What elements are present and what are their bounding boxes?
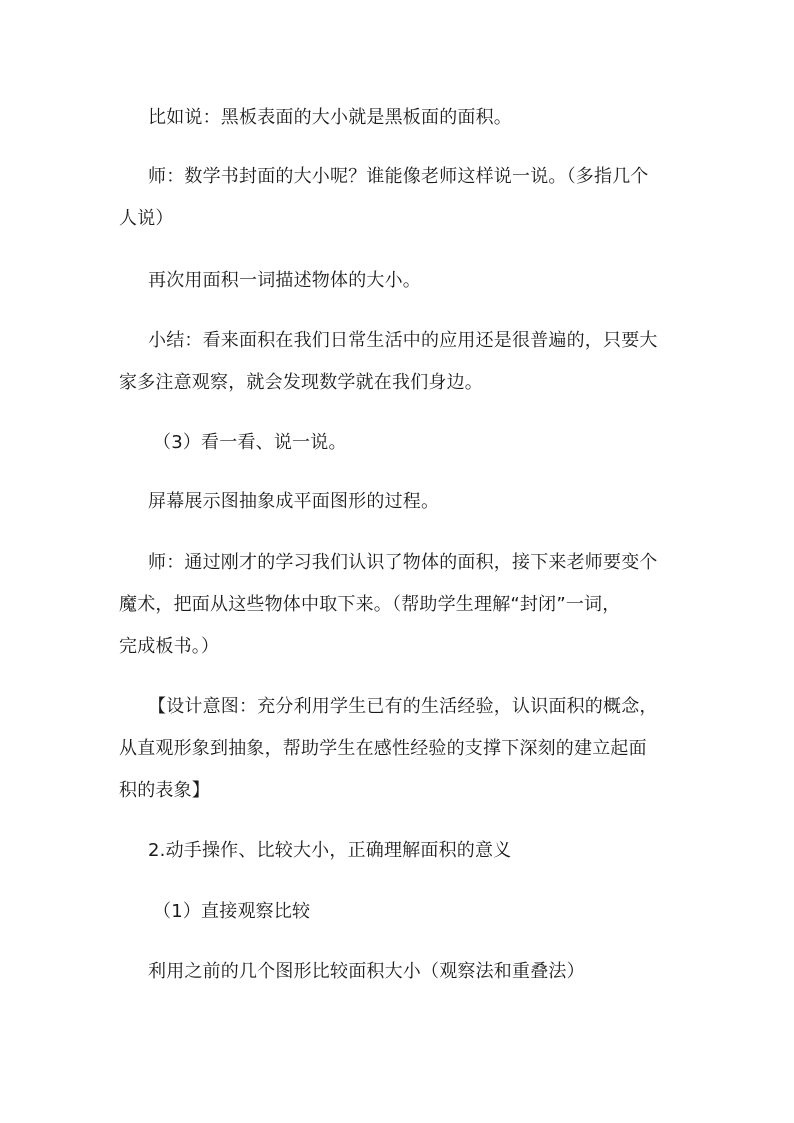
paragraph-line: 家多注意观察，就会发现数学就在我们身边。 <box>119 372 483 393</box>
paragraph-line: （1）直接观察比较 <box>153 901 311 922</box>
paragraph-line: 魔术，把面从这些物体中取下来。（帮助学生理解“封闭”一词， <box>119 594 621 615</box>
paragraph-line: 小结：看来面积在我们日常生活中的应用还是很普遍的，只要大 <box>148 330 658 351</box>
paragraph-line: 师：数学书封面的大小呢？谁能像老师这样说一说。（多指几个 <box>148 166 649 187</box>
paragraph-line: 比如说：黑板表面的大小就是黑板面的面积。 <box>148 107 512 128</box>
paragraph-line: 师：通过刚才的学习我们认识了物体的面积，接下来老师要变个 <box>148 552 658 573</box>
paragraph-line: 人说） <box>119 208 174 229</box>
paragraph-line: 从直观形象到抽象，帮助学生在感性经验的支撑下深刻的建立起面 <box>119 738 647 759</box>
paragraph-line: 屏幕展示图抽象成平面图形的过程。 <box>148 491 440 512</box>
paragraph-line: 2.动手操作、比较大小，正确理解面积的意义 <box>148 840 512 861</box>
paragraph-line: 积的表象】 <box>119 780 210 801</box>
paragraph-line: 完成板书。） <box>119 636 220 657</box>
paragraph-line: 再次用面积一词描述物体的大小。 <box>148 270 421 291</box>
paragraph-line: 利用之前的几个图形比较面积大小（观察法和重叠法） <box>148 961 585 982</box>
paragraph-line: （3）看一看、说一说。 <box>153 432 347 453</box>
paragraph-line: 【设计意图：充分利用学生已有的生活经验，认识面积的概念， <box>148 696 658 717</box>
